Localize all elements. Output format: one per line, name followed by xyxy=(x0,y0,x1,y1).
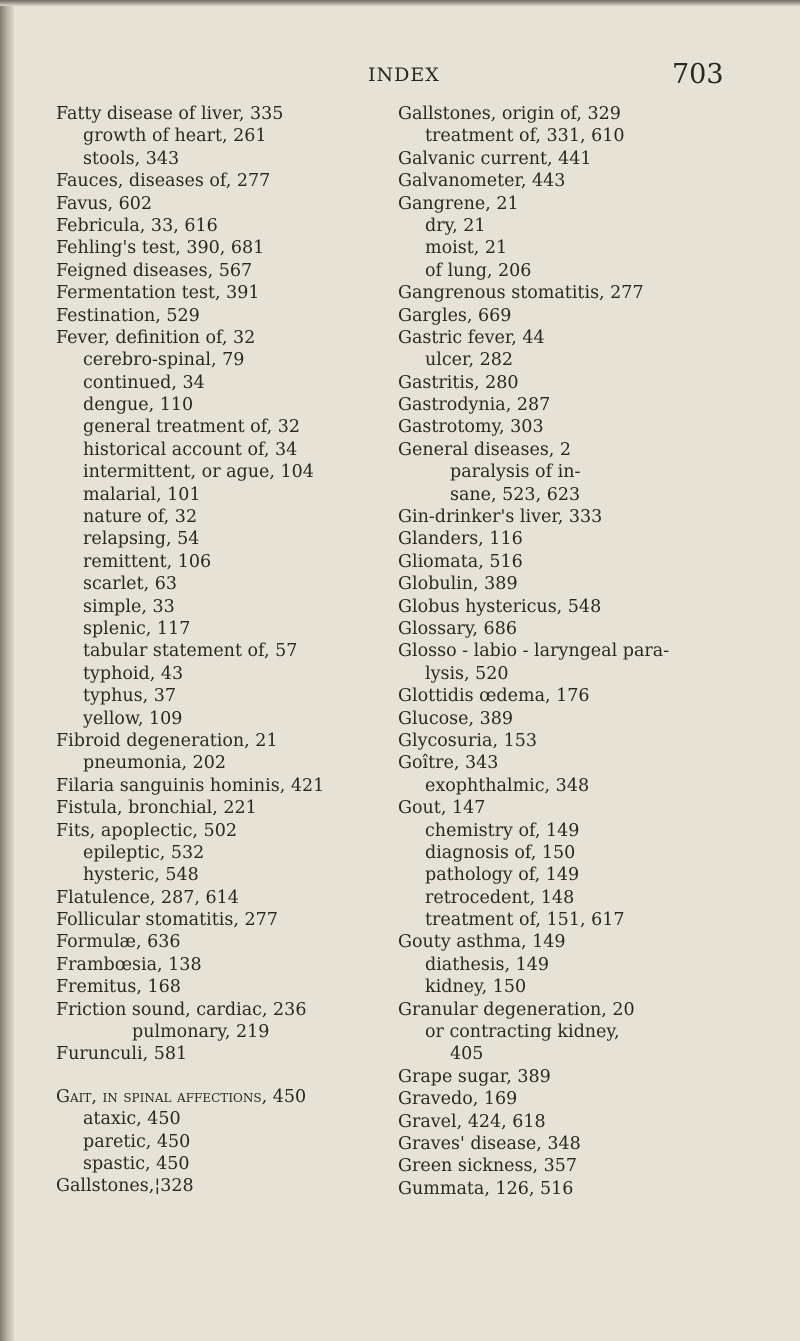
index-subentry: scarlet, 63 xyxy=(83,574,177,595)
index-entry: Gait, in spinal affections, 450 xyxy=(56,1086,307,1107)
index-subentry: dry, 21 xyxy=(425,215,486,236)
index-subentry: paralysis of in- xyxy=(450,462,581,483)
index-entry: Globulin, 389 xyxy=(398,574,518,595)
index-subentry: cerebro-spinal, 79 xyxy=(83,350,245,371)
index-entry: Fatty disease of liver, 335 xyxy=(56,104,284,124)
index-entry: Galvanometer, 443 xyxy=(398,171,566,192)
index-entry: Flatulence, 287, 614 xyxy=(56,887,239,908)
index-subentry: nature of, 32 xyxy=(83,507,198,528)
index-entry: Globus hystericus, 548 xyxy=(398,596,602,617)
index-entry: Fermentation test, 391 xyxy=(56,283,260,304)
index-entry: Gastritis, 280 xyxy=(398,372,519,393)
index-subentry: hysteric, 548 xyxy=(83,865,199,886)
index-subentry: pathology of, 149 xyxy=(425,865,580,886)
index-entry: Fistula, bronchial, 221 xyxy=(56,798,257,819)
index-entry: Favus, 602 xyxy=(56,193,153,214)
index-subentry: historical account of, 34 xyxy=(83,439,298,460)
index-subentry: treatment of, 331, 610 xyxy=(425,126,625,147)
index-subentry: lysis, 520 xyxy=(425,663,509,684)
index-entry: Glanders, 116 xyxy=(398,529,523,550)
index-entry: Fever, definition of, 32 xyxy=(56,327,256,348)
index-entry: Gallstones,¦328 xyxy=(56,1176,194,1197)
index-subentry: pneumonia, 202 xyxy=(83,753,227,774)
index-entry: Fits, apoplectic, 502 xyxy=(56,820,237,841)
index-entry: Granular degeneration, 20 xyxy=(398,999,635,1020)
index-subentry: relapsing, 54 xyxy=(83,529,200,550)
index-entry: Feigned diseases, 567 xyxy=(56,260,253,281)
index-subentry: continued, 34 xyxy=(83,372,205,393)
index-subentry: exophthalmic, 348 xyxy=(425,775,590,796)
index-entry: Glucose, 389 xyxy=(398,708,514,729)
index-entry: Friction sound, cardiac, 236 xyxy=(56,999,307,1020)
page-number: 703 xyxy=(672,59,724,90)
index-entry: Gummata, 126, 516 xyxy=(398,1178,574,1199)
index-subentry: yellow, 109 xyxy=(83,708,183,729)
index-entry: Glossary, 686 xyxy=(398,618,517,639)
index-entry: Graves' disease, 348 xyxy=(398,1133,581,1154)
index-subentry: splenic, 117 xyxy=(83,618,191,639)
index-entry: Green sickness, 357 xyxy=(398,1156,577,1177)
index-subentry: ulcer, 282 xyxy=(425,350,513,371)
index-entry: Festination, 529 xyxy=(56,305,200,326)
index-subentry: typhoid, 43 xyxy=(83,663,184,684)
index-subentry: of lung, 206 xyxy=(425,260,532,281)
index-subentry: growth of heart, 261 xyxy=(83,126,267,147)
index-subentry: retrocedent, 148 xyxy=(425,887,575,908)
index-subentry: ataxic, 450 xyxy=(83,1109,181,1130)
page-spine-shadow xyxy=(0,0,14,1341)
index-subentry: or contracting kidney, xyxy=(425,1022,620,1043)
index-subentry: 405 xyxy=(450,1044,484,1065)
index-entry: Gliomata, 516 xyxy=(398,551,523,572)
index-subentry: sane, 523, 623 xyxy=(450,484,581,505)
index-subentry: diagnosis of, 150 xyxy=(425,842,576,863)
index-entry: Gallstones, origin of, 329 xyxy=(398,104,621,124)
index-subentry: remittent, 106 xyxy=(83,551,212,572)
page-title: INDEX xyxy=(368,64,440,86)
index-entry: Gastrotomy, 303 xyxy=(398,417,544,438)
index-entry: Frambœsia, 138 xyxy=(56,954,202,975)
index-subentry: simple, 33 xyxy=(83,596,175,617)
section-gap xyxy=(56,1066,396,1086)
index-entry: Gravedo, 169 xyxy=(398,1089,518,1110)
index-subentry: malarial, 101 xyxy=(83,484,201,505)
index-entry: Gargles, 669 xyxy=(398,305,512,326)
index-entry: Glycosuria, 153 xyxy=(398,730,537,751)
index-entry: Gastrodynia, 287 xyxy=(398,395,551,416)
index-subentry: paretic, 450 xyxy=(83,1131,191,1152)
index-subentry: epileptic, 532 xyxy=(83,842,205,863)
index-entry: Gouty asthma, 149 xyxy=(398,932,566,953)
index-entry: Fremitus, 168 xyxy=(56,977,181,998)
index-entry: Fauces, diseases of, 277 xyxy=(56,171,271,192)
index-entry: Gangrene, 21 xyxy=(398,193,519,214)
index-subentry: stools, 343 xyxy=(83,148,180,169)
index-entry: Goître, 343 xyxy=(398,753,499,774)
index-entry: Formulæ, 636 xyxy=(56,932,181,953)
index-entry: Gravel, 424, 618 xyxy=(398,1111,546,1132)
index-subentry: tabular statement of, 57 xyxy=(83,641,298,662)
index-subentry: intermittent, or ague, 104 xyxy=(83,462,314,483)
page-header xyxy=(0,59,800,102)
index-column-left xyxy=(56,103,396,1198)
index-entry: Galvanic current, 441 xyxy=(398,148,592,169)
index-entry: Gin-drinker's liver, 333 xyxy=(398,507,603,528)
index-entry: Glosso - labio - laryngeal para- xyxy=(398,641,670,662)
index-subentry: moist, 21 xyxy=(425,238,508,259)
index-entry: Follicular stomatitis, 277 xyxy=(56,910,278,931)
index-subentry: chemistry of, 149 xyxy=(425,820,580,841)
page-top-edge xyxy=(0,0,800,6)
index-subentry: dengue, 110 xyxy=(83,395,194,416)
index-subentry: treatment of, 151, 617 xyxy=(425,910,625,931)
index-subentry: typhus, 37 xyxy=(83,686,177,707)
index-subentry: pulmonary, 219 xyxy=(132,1022,270,1043)
index-entry: Filaria sanguinis hominis, 421 xyxy=(56,775,325,796)
index-subentry: general treatment of, 32 xyxy=(83,417,300,438)
index-entry: Furunculi, 581 xyxy=(56,1044,188,1065)
index-subentry: diathesis, 149 xyxy=(425,954,549,975)
index-subentry: kidney, 150 xyxy=(425,977,527,998)
index-entry: Fehling's test, 390, 681 xyxy=(56,238,265,259)
index-entry: Gastric fever, 44 xyxy=(398,327,545,348)
index-entry: General diseases, 2 xyxy=(398,439,572,460)
index-entry: Grape sugar, 389 xyxy=(398,1066,551,1087)
index-entry: Gout, 147 xyxy=(398,798,486,819)
index-entry: Glottidis œdema, 176 xyxy=(398,686,590,707)
index-column-right xyxy=(398,103,738,1200)
index-entry: Febricula, 33, 616 xyxy=(56,215,218,236)
index-entry: Fibroid degeneration, 21 xyxy=(56,730,278,751)
index-entry: Gangrenous stomatitis, 277 xyxy=(398,283,644,304)
index-subentry: spastic, 450 xyxy=(83,1153,190,1174)
